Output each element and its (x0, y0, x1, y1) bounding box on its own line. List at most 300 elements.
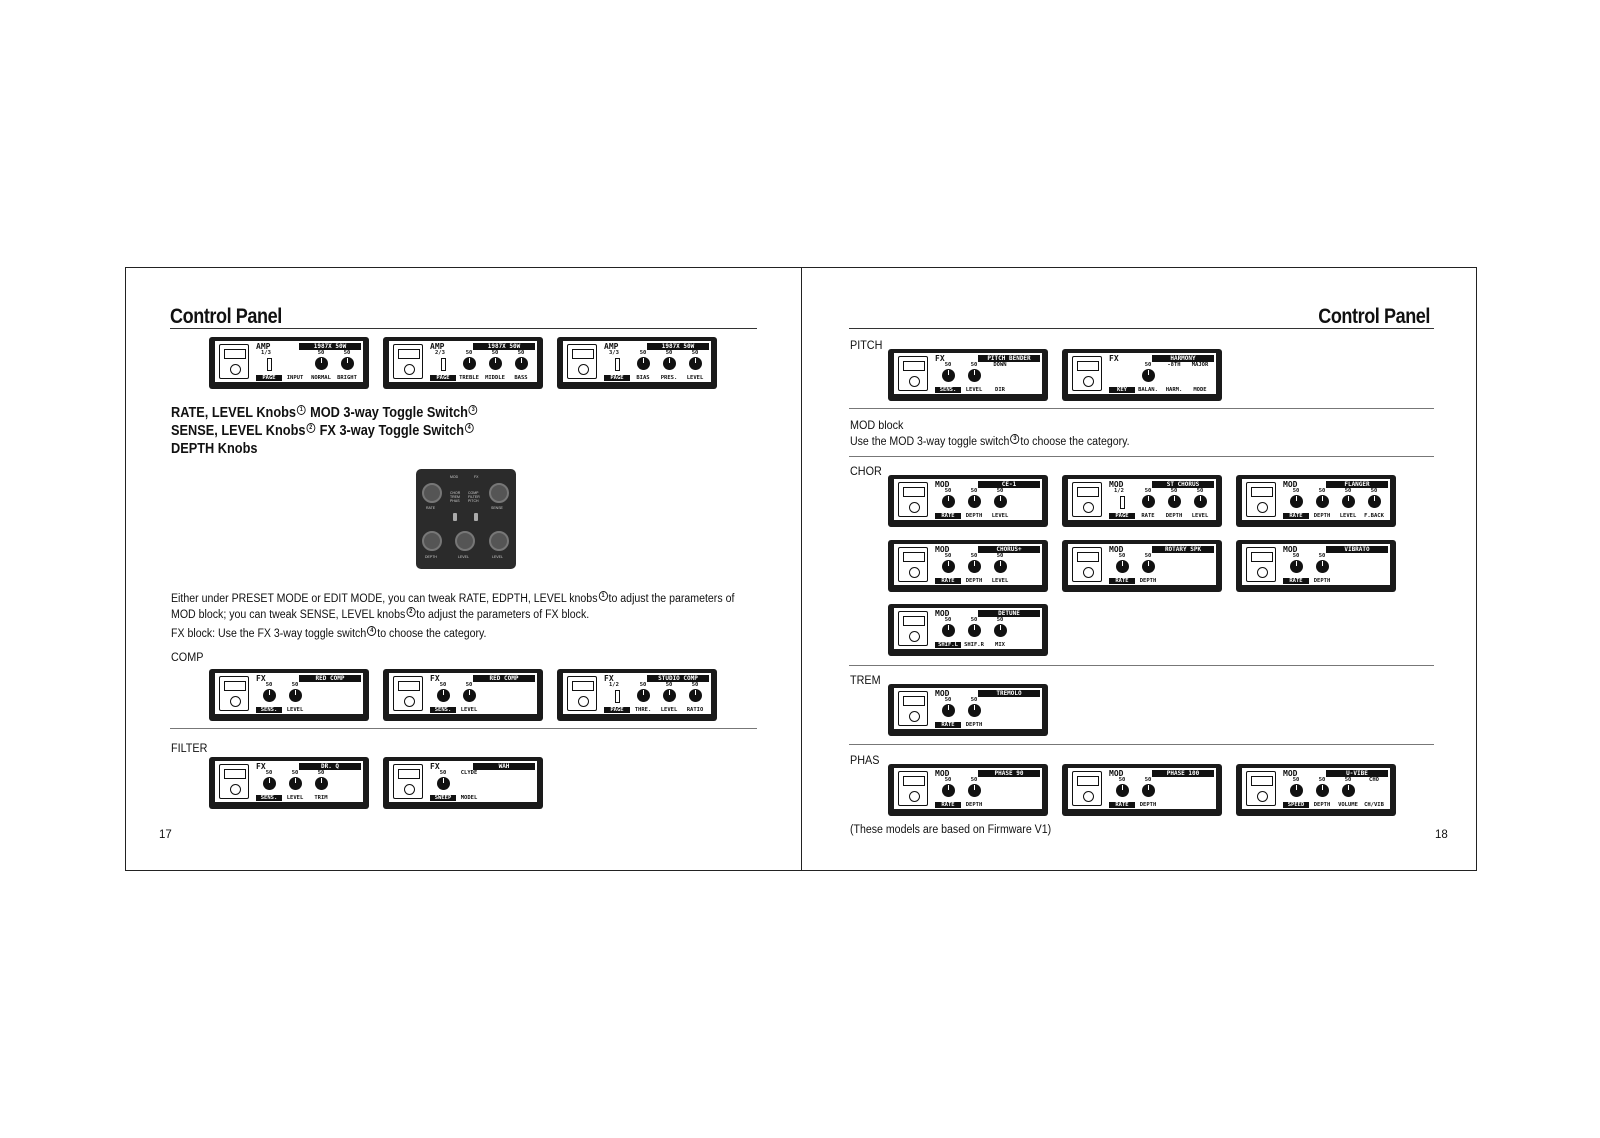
pedal-icon (219, 676, 249, 711)
param-value: 50 (1292, 553, 1300, 559)
param-value: 50 (1144, 553, 1152, 559)
param-label: LEVEL (460, 707, 478, 713)
knob-icon (1142, 369, 1155, 382)
knob-icon (1316, 784, 1329, 797)
param-knob[interactable] (1310, 488, 1334, 508)
mod-level-knob[interactable] (455, 531, 475, 551)
module-category: AMP (256, 342, 271, 351)
knob-icon (968, 704, 981, 717)
param-value: 50 (317, 350, 325, 356)
knob-icon (663, 357, 676, 370)
knob-icon (1116, 560, 1129, 573)
param-knob[interactable] (1284, 553, 1308, 573)
knob-icon (942, 704, 955, 717)
param-label: DEPTH (1313, 513, 1331, 519)
module-category: FX (430, 674, 440, 683)
param-value: 50 (265, 682, 273, 688)
param-knob[interactable] (1310, 553, 1334, 573)
param-knob[interactable] (1336, 488, 1360, 508)
param-label: LEVEL (965, 387, 983, 393)
title-rule-left (170, 328, 757, 329)
param-knob[interactable] (1136, 362, 1160, 382)
param-value: 50 (517, 350, 525, 356)
module-name: CE-1 (978, 481, 1040, 488)
module-name: DR. Q (299, 763, 361, 770)
param-value: 50 (291, 770, 299, 776)
param-knob[interactable] (431, 770, 455, 790)
fx-level-knob[interactable] (489, 531, 509, 551)
param-knob[interactable] (1362, 777, 1386, 783)
lcd-screen (894, 688, 1042, 729)
lcd-module (209, 337, 369, 389)
param-value: 50 (1118, 777, 1126, 783)
param-value: 50 (970, 777, 978, 783)
knob-icon (1116, 784, 1129, 797)
module-name: 1987X 50W (473, 343, 535, 350)
page-slider[interactable] (441, 358, 446, 371)
knob-icon (289, 777, 302, 790)
module-name: FLANGER (1326, 481, 1388, 488)
param-label: INPUT (286, 375, 304, 381)
param-value: 50 (1344, 488, 1352, 494)
param-label: SENS. (935, 387, 961, 393)
param-value: 50 (1170, 488, 1178, 494)
module-category: MOD (1283, 769, 1298, 778)
knob-icon (689, 689, 702, 702)
title-rule-right (849, 328, 1434, 329)
param-value: 50 (1196, 488, 1204, 494)
param-label: MODE (1193, 387, 1207, 393)
param-label: SWEEP (430, 795, 456, 801)
knob-icon (942, 495, 955, 508)
param-label: BASS (514, 375, 528, 381)
param-value: 50 (1318, 777, 1326, 783)
param-label: RATE (1109, 578, 1135, 584)
page-slider[interactable] (615, 690, 620, 703)
module-name: PHASE 100 (1152, 770, 1214, 777)
lcd-screen (894, 544, 1042, 585)
param-value: CLYDE (460, 770, 478, 776)
param-knob[interactable] (1110, 777, 1134, 797)
knob-icon (942, 560, 955, 573)
param-label: SENS. (256, 795, 282, 801)
pedal-icon (219, 344, 249, 379)
param-knob[interactable] (1362, 488, 1386, 508)
headline-depth: DEPTH Knobs (171, 441, 258, 457)
knob-icon (1316, 560, 1329, 573)
knob-icon (663, 689, 676, 702)
param-label: DEPTH (1313, 578, 1331, 584)
param-label: LEVEL (286, 707, 304, 713)
param-knob[interactable] (1188, 488, 1212, 508)
param-knob[interactable] (283, 682, 307, 702)
page-indicator: 1/3 (261, 350, 271, 356)
module-name: U-VIBE (1326, 770, 1388, 777)
module-name: CHORUS+ (978, 546, 1040, 553)
knob-icon (263, 777, 276, 790)
param-knob[interactable] (988, 553, 1012, 573)
lcd-module (1062, 540, 1222, 592)
param-knob[interactable] (936, 617, 960, 637)
param-value: CHO (1369, 777, 1379, 783)
knob-icon (315, 357, 328, 370)
module-name: 1987X 50W (299, 343, 361, 350)
lcd-screen (215, 341, 363, 382)
param-label: MIX (995, 642, 1005, 648)
module-name: TREMOLO (978, 690, 1040, 697)
knob-icon (942, 624, 955, 637)
param-value: -8TH (1167, 362, 1181, 368)
param-value: 50 (491, 350, 499, 356)
panel-label-fx-options: COMP FILTER PITCH (468, 491, 480, 503)
param-label: RATE (935, 802, 961, 808)
rule-mod-chor (849, 456, 1434, 457)
param-value: 50 (691, 682, 699, 688)
paragraph-knobs: Either under PRESET MODE or EDIT MODE, you can tweak RATE, EDPTH, LEVEL knobs 1 to adjust the parameters of MOD block; you can tweak SENSE, LEVEL knobs 2 to adjust the parameters of FX block. (171, 592, 735, 621)
section-label-filter: FILTER (171, 741, 208, 755)
param-value: 50 (343, 350, 351, 356)
param-label: TRIM (314, 795, 328, 801)
param-knob[interactable] (962, 553, 986, 573)
param-knob[interactable] (936, 697, 960, 717)
param-knob[interactable] (457, 350, 481, 370)
pedal-icon (898, 482, 928, 517)
param-value: 50 (1144, 777, 1152, 783)
param-label: RATE (935, 722, 961, 728)
panel-label-fx: FX (474, 475, 479, 479)
module-category: MOD (1283, 545, 1298, 554)
param-label: RATE (1109, 802, 1135, 808)
pedal-icon (898, 547, 928, 582)
param-value: 50 (1144, 362, 1152, 368)
param-knob[interactable] (962, 617, 986, 637)
param-label: DEPTH (1139, 578, 1157, 584)
param-knob[interactable] (988, 617, 1012, 637)
param-knob[interactable] (657, 350, 681, 370)
param-knob[interactable] (1110, 553, 1134, 573)
param-knob[interactable] (283, 770, 307, 790)
lcd-module (888, 475, 1048, 527)
knob-icon (1290, 495, 1303, 508)
lcd-screen (389, 341, 537, 382)
knob-icon (1342, 784, 1355, 797)
module-category: MOD (935, 689, 950, 698)
knob-icon (994, 560, 1007, 573)
sense-knob[interactable] (489, 483, 509, 503)
param-knob[interactable] (309, 770, 333, 790)
knob-icon (994, 495, 1007, 508)
lcd-module (1062, 475, 1222, 527)
panel-label-level-mod: LEVEL (458, 555, 469, 559)
param-knob[interactable] (457, 770, 481, 776)
param-value: 50 (944, 777, 952, 783)
param-label: LEVEL (991, 513, 1009, 519)
param-value: 50 (970, 488, 978, 494)
lcd-screen (894, 353, 1042, 394)
paragraph-mod-block: Use the MOD 3-way toggle switch 3 to choose the category. (850, 435, 1130, 448)
lcd-screen (894, 608, 1042, 649)
lcd-screen (1242, 479, 1390, 520)
param-label: BRIGHT (337, 375, 357, 381)
param-knob[interactable] (962, 777, 986, 797)
knob-icon (637, 689, 650, 702)
pedal-icon (1072, 547, 1102, 582)
knob-icon (637, 357, 650, 370)
param-label: PAGE (604, 375, 630, 381)
param-knob[interactable] (1284, 777, 1308, 797)
module-category: MOD (935, 609, 950, 618)
param-label: SENS. (256, 707, 282, 713)
param-label: LEVEL (660, 707, 678, 713)
lcd-module (888, 764, 1048, 816)
param-value: 50 (465, 682, 473, 688)
lcd-screen (563, 341, 711, 382)
param-knob[interactable] (1188, 362, 1212, 368)
knob-icon (968, 784, 981, 797)
param-label: TREBLE (459, 375, 479, 381)
param-knob[interactable] (1110, 362, 1134, 368)
lcd-screen (215, 761, 363, 802)
param-value (283, 350, 307, 356)
lcd-module (1062, 764, 1222, 816)
page-indicator: 1/2 (1114, 488, 1124, 494)
param-knob[interactable] (335, 350, 359, 370)
knob-icon (437, 777, 450, 790)
pedal-icon (898, 691, 928, 726)
knob-icon (315, 777, 328, 790)
module-category: MOD (935, 545, 950, 554)
param-knob[interactable] (631, 682, 655, 702)
knob-icon (1342, 495, 1355, 508)
knob-icon (1142, 784, 1155, 797)
module-category: MOD (1109, 545, 1124, 554)
param-knob[interactable] (962, 697, 986, 717)
param-label: DEPTH (965, 722, 983, 728)
knob-icon (1290, 560, 1303, 573)
param-label: MODEL (460, 795, 478, 801)
lcd-screen (389, 673, 537, 714)
param-knob[interactable] (483, 350, 507, 370)
param-value: 50 (970, 553, 978, 559)
param-value: 50 (970, 617, 978, 623)
param-label: PAGE (430, 375, 456, 381)
pedal-icon (898, 611, 928, 646)
param-knob[interactable] (988, 362, 1012, 368)
lcd-module (557, 337, 717, 389)
section-label-phas: PHAS (850, 753, 880, 767)
param-knob[interactable] (283, 350, 307, 356)
pedal-icon (567, 676, 597, 711)
param-knob[interactable] (631, 350, 655, 370)
param-knob[interactable] (936, 777, 960, 797)
param-label: BALAN. (1138, 387, 1158, 393)
param-knob[interactable] (988, 488, 1012, 508)
param-label: NORMAL (311, 375, 331, 381)
param-knob[interactable] (657, 682, 681, 702)
page-slider[interactable] (1120, 496, 1125, 509)
module-name: PHASE 90 (978, 770, 1040, 777)
knob-icon (942, 369, 955, 382)
param-value: 50 (439, 682, 447, 688)
param-value: 50 (944, 697, 952, 703)
param-value: 50 (1118, 553, 1126, 559)
param-knob[interactable] (1136, 777, 1160, 797)
module-category: FX (430, 762, 440, 771)
param-value: 50 (665, 682, 673, 688)
param-knob[interactable] (936, 362, 960, 382)
param-value: 50 (317, 770, 325, 776)
module-name: ROTARY SPK (1152, 546, 1214, 553)
param-label: KEY (1109, 387, 1135, 393)
module-category: FX (256, 674, 266, 683)
param-knob[interactable] (457, 682, 481, 702)
knob-icon (463, 357, 476, 370)
param-label: VOLUME (1338, 802, 1358, 808)
page-slider[interactable] (615, 358, 620, 371)
param-value: 50 (944, 488, 952, 494)
param-value: 50 (1144, 488, 1152, 494)
lcd-module (209, 757, 369, 809)
module-name: HARMONY (1152, 355, 1214, 362)
rule-pitch-mod (849, 408, 1434, 409)
param-knob[interactable] (683, 682, 707, 702)
pedal-icon (1246, 547, 1276, 582)
rule-chor-trem (849, 665, 1434, 666)
knob-icon (689, 357, 702, 370)
paragraph-fx-block: FX block: Use the FX 3-way toggle switch 4 to choose the category. (171, 627, 487, 640)
page-indicator: 3/3 (609, 350, 619, 356)
module-category: MOD (935, 480, 950, 489)
param-label: LEVEL (286, 795, 304, 801)
param-label: DEPTH (965, 578, 983, 584)
param-value: 50 (691, 350, 699, 356)
param-value: 50 (1318, 553, 1326, 559)
knob-icon (1168, 495, 1181, 508)
lcd-module (888, 604, 1048, 656)
param-knob[interactable] (936, 488, 960, 508)
lcd-module (1062, 349, 1222, 401)
param-knob[interactable] (431, 682, 455, 702)
knob-icon (263, 689, 276, 702)
mod-toggle-switch[interactable] (453, 513, 457, 521)
param-label: RATE (935, 513, 961, 519)
panel-label-mod-options: CHOR TREM PHAS (450, 491, 461, 503)
param-knob[interactable] (962, 488, 986, 508)
fx-toggle-switch[interactable] (474, 513, 478, 521)
param-knob[interactable] (1162, 362, 1186, 368)
knob-icon (968, 624, 981, 637)
module-name: PITCH BENDER (978, 355, 1040, 362)
page-title-right: Control Panel (1318, 305, 1430, 328)
module-category: FX (604, 674, 614, 683)
param-label: SENS. (430, 707, 456, 713)
param-knob[interactable] (257, 682, 281, 702)
lcd-module (209, 669, 369, 721)
param-value: 50 (1292, 777, 1300, 783)
module-name: WAH (473, 763, 535, 770)
module-name: DETUNE (978, 610, 1040, 617)
param-label: RATE (1141, 513, 1155, 519)
section-label-trem: TREM (850, 673, 881, 687)
param-value: 50 (970, 362, 978, 368)
param-knob[interactable] (1284, 488, 1308, 508)
knob-icon (968, 495, 981, 508)
param-label: RATE (935, 578, 961, 584)
lcd-module (383, 757, 543, 809)
depth-knob[interactable] (422, 531, 442, 551)
lcd-screen (894, 479, 1042, 520)
pedal-icon (1246, 482, 1276, 517)
param-value: 50 (1370, 488, 1378, 494)
page-slider[interactable] (267, 358, 272, 371)
param-label: MIDDLE (485, 375, 505, 381)
lcd-module (383, 337, 543, 389)
param-knob[interactable] (1136, 488, 1160, 508)
param-label: RATIO (686, 707, 704, 713)
pedal-icon (393, 344, 423, 379)
module-category: FX (1109, 354, 1119, 363)
param-knob[interactable] (936, 553, 960, 573)
lcd-screen (1242, 768, 1390, 809)
lcd-screen (1068, 353, 1216, 394)
param-knob[interactable] (509, 350, 533, 370)
lcd-screen (389, 761, 537, 802)
param-value: 50 (944, 617, 952, 623)
param-knob[interactable] (257, 770, 281, 790)
rule-comp-filter (170, 728, 757, 729)
param-label: LEVEL (686, 375, 704, 381)
param-knob[interactable] (1162, 488, 1186, 508)
param-value: 50 (291, 682, 299, 688)
param-label: THRE. (634, 707, 652, 713)
rate-knob[interactable] (422, 483, 442, 503)
pedal-icon (1246, 771, 1276, 806)
param-knob[interactable] (1336, 777, 1360, 797)
lcd-screen (1068, 544, 1216, 585)
param-label: CH/VIB (1364, 802, 1384, 808)
param-knob[interactable] (1310, 777, 1334, 797)
param-knob[interactable] (1136, 553, 1160, 573)
knob-icon (341, 357, 354, 370)
lcd-module (888, 684, 1048, 736)
lcd-module (1236, 764, 1396, 816)
param-label: LEVEL (1339, 513, 1357, 519)
lcd-module (557, 669, 717, 721)
module-category: AMP (604, 342, 619, 351)
knob-icon (968, 369, 981, 382)
param-value: 50 (970, 697, 978, 703)
knob-icon (289, 689, 302, 702)
module-category: MOD (1283, 480, 1298, 489)
headline-sense-level: SENSE, LEVEL Knobs 2 FX 3-way Toggle Switch 4 (171, 423, 475, 439)
page-title-left: Control Panel (170, 305, 282, 328)
param-value: 50 (439, 770, 447, 776)
knob-icon (1290, 784, 1303, 797)
param-knob[interactable] (683, 350, 707, 370)
knob-icon (463, 689, 476, 702)
param-knob[interactable] (962, 362, 986, 382)
knob-icon (437, 689, 450, 702)
param-value: 50 (1318, 488, 1326, 494)
knob-icon (994, 624, 1007, 637)
param-label: DEPTH (1139, 802, 1157, 808)
param-value: 50 (465, 350, 473, 356)
pedal-icon (1072, 771, 1102, 806)
param-knob[interactable] (309, 350, 333, 370)
knob-icon (1142, 495, 1155, 508)
pedal-icon (393, 676, 423, 711)
page-indicator: 2/3 (435, 350, 445, 356)
